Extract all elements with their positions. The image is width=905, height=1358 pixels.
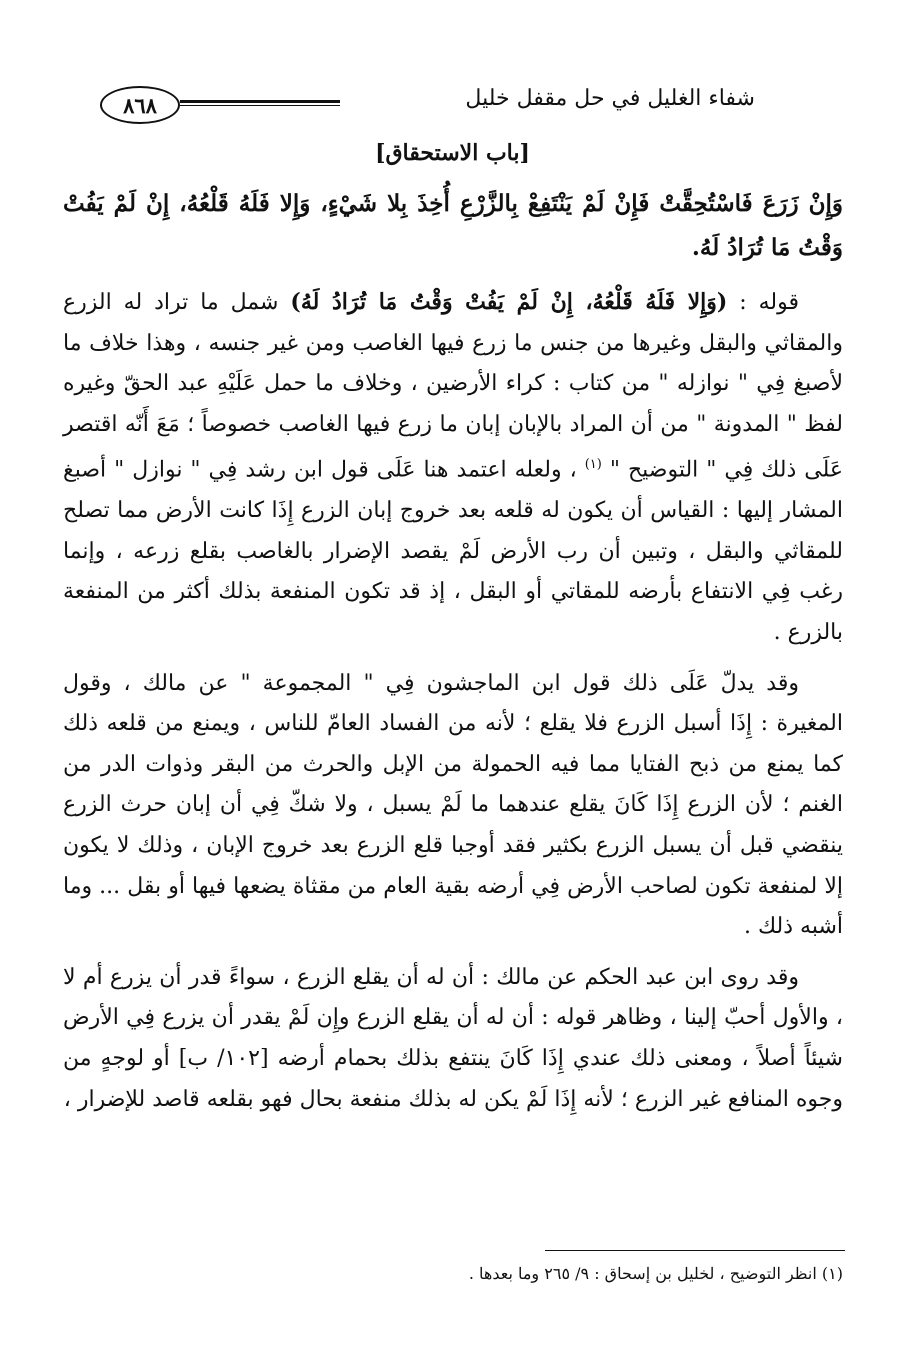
running-title: شفاء الغليل في حل مقفل خليل xyxy=(465,86,755,111)
footnote-rule xyxy=(545,1250,845,1251)
paragraph-3: وقد روى ابن عبد الحكم عن مالك : أن له أن يقلع الزرع ، سواءً قدر أن يزرع أم لا ، والأول أحبّ إلينا ، وظاهر قوله : أن له أن يقلع الزرع وإِن لَمْ يقدر أن يزرع فِي الأرض شيئاً أصلاً ، ومعنى ذلك عندي إِذَا كَانَ ينتفع بذلك بحمام أرضه [١٠٢/ ب] أو لوجهٍ من وجوه المنافع غير الزرع ؛ لأنه إِذَا لَمْ يكن له بذلك منفعة بحال فهو بقلعه قاصد للإضرار ، xyxy=(63,964,843,1112)
matn-text: وَإِنْ زَرَعَ فَاسْتُحِقَّتْ فَإِنْ لَمْ يَنْتَفِعْ بِالزَّرْعِ أُخِذَ بِلا شَيْءٍ، وَإِلا فَلَهُ قَلْعُهُ، إِنْ لَمْ يَفُتْ وَقْتُ مَا تُرَادُ لَهُ. xyxy=(63,190,843,261)
paragraph-1-intro: قوله : xyxy=(727,290,800,315)
paragraph-1-text-a: شمل ما تراد له الزرع والمقاثي والبقل وغيرها من جنس ما زرع فيها الغاصب ومن غير جنسه ، وهذا خلاف ما لأصبغ فِي " نوازله " من كتاب : كراء الأرضين ، وخلاف ما حمل عَلَيْهِ عبد الحقّ وغيره لفظ " المدونة " من أن المراد بالإبان إبان ما زرع فيها الغاصب خصوصاً ؛ مَعَ أَنّه اقتصر عَلَى ذلك فِي " التوضيح " xyxy=(63,290,843,483)
footnote: (١) انظر التوضيح ، لخليل بن إسحاق : ٩/ ٢٦٥ وما بعدها . xyxy=(468,1264,843,1283)
page-number: ٨٦٨ xyxy=(100,86,180,124)
commentary-body xyxy=(63,282,843,1130)
paragraph-1-text-b: ، ولعله اعتمد هنا عَلَى قول ابن رشد فِي " نوازل " أصبغ المشار إليها : القياس أن يكون له قلعه بعد خروج إبان الزرع إِذَا كانت الأرض مما تصلح للمقاثي والبقل ، وتبين أن رب الأرض لَمْ يقصد الإضرار بالغاصب بقلع زرعه ، وإنما رغب فِي الانتفاع بأرضه للمقاتي أو البقل ، إذ قد تكون المنفعة بذلك أكثر من المنفعة بالزرع . xyxy=(63,457,843,646)
quoted-matn: (وَإِلا فَلَهُ قَلْعُهُ، إِنْ لَمْ يَفُتْ وَقْتُ مَا تُرَادُ لَهُ) xyxy=(290,289,728,315)
header-rule xyxy=(180,100,340,106)
footnote-reference: (١) xyxy=(584,457,602,473)
paragraph-2: وقد يدلّ عَلَى ذلك قول ابن الماجشون فِي " المجموعة " عن مالك ، وقول المغيرة : إِذَا أسبل الزرع فلا يقلع ؛ لأنه من الفساد العامّ للناس ، ويمنع من قلعه ذلك كما يمنع من ذبح الفتايا مما فيه الحمولة من الإبل والحرث من البقر وذوات الدر من الغنم ؛ لأن الزرع إِذَا كَانَ يقلع عندهما ما لَمْ يسبل ، ولا شكّ فِي أن إبان حرث الزرع ينقضي قبل أن يسبل الزرع بكثير فقد أوجبا قلع الزرع بعد خروج الإبان ، وذلك لا يكون إلا لمنفعة تكون لصاحب الأرض فِي أرضه بقية العام من مقثاة يضعها فيها أو بقل ... وما أشبه ذلك . xyxy=(63,670,843,940)
chapter-heading: [باب الاستحقاق] xyxy=(375,140,530,166)
paragraph-1 xyxy=(63,282,843,654)
running-header xyxy=(0,80,905,124)
